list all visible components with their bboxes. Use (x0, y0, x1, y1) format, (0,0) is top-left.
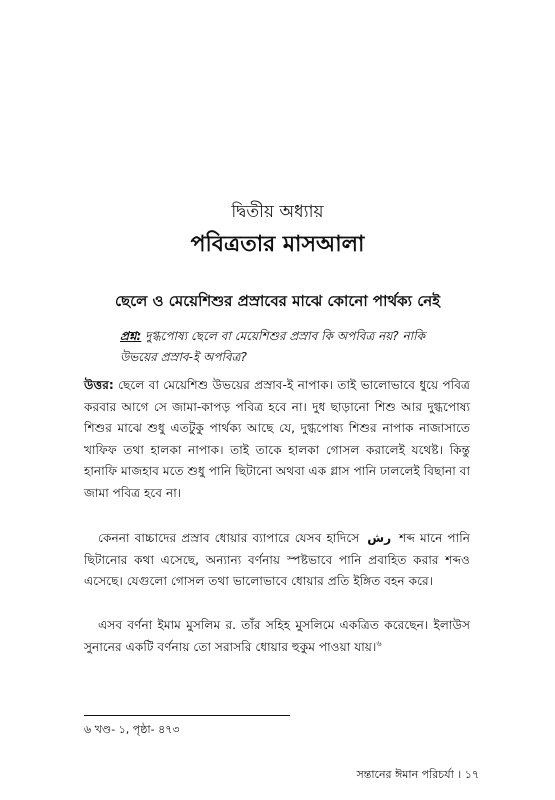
section-heading: ছেলে ও মেয়েশিশুর প্রস্রাবের মাঝে কোনো পার্থক্য নেই (114, 292, 441, 310)
answer-paragraph (84, 375, 470, 505)
answer-label: উত্তর: (84, 378, 114, 392)
footer-book-title: সন্তানের ঈমান পরিচর্যা (356, 768, 454, 781)
footnote-text: ৬ খণ্ড- ১, পৃষ্ঠা- ৪৭৩ (84, 723, 180, 736)
footer-separator: । (457, 768, 462, 781)
answer-text: ছেলে বা মেয়েশিশু উভয়ের প্রস্রাব-ই নাপাক। তাই ভালোভাবে ধুয়ে পবিত্র করবার আগে সে জামা-কাপড় পবিত্র হবে না। দুধ ছাড়ানো শিশু আর দুগ্ধপোষ্য শিশুর মাঝে শুধু এতটুকু পার্থক্য আছে যে, দুগ্ধপোষ্য শিশুর নাপাক নাজাসাতে খাফিফ তথা হালকা নাপাক। তাই তাকে হালকা গোসল করালেই যথেষ্ট। কিন্তু হানাফি মাজহাব মতে শুধু পানি ছিটানো অথবা এক গ্লাস পানি ঢাললেই বিছানা বা জামা পবিত্র হবে না। (84, 378, 471, 500)
paragraph-muslim (84, 615, 470, 658)
question-text: দুগ্ধপোষ্য ছেলে বা মেয়েশিশুর প্রস্রাব কি অপবিত্র নয়? নাকি উভয়ের প্রস্রাব-ই অপবিত্র? (120, 329, 425, 364)
page-number: ১৭ (464, 768, 479, 781)
running-footer (357, 767, 479, 783)
question-label: প্রশ্ন: (120, 329, 142, 343)
chapter-label: দ্বিতীয় অধ্যায় (231, 202, 324, 222)
footnote-reference: ৬ (376, 638, 382, 648)
paragraph2-before: কেননা বাচ্চাদের প্রস্রাব ধোয়ার ব্যাপারে যেসব হাদিসে (98, 531, 360, 545)
chapter-title: পবিত্রতার মাসআলা (190, 232, 365, 257)
paragraph-hadith (84, 528, 470, 593)
footnote-divider (84, 715, 290, 716)
paragraph3-text: এসব বর্ণনা ইমাম মুসলিম র. তাঁর সহিহ মুসলিমে একত্রিত করেছেন। ইলাউস সুনানের একটি বর্ণনায় তো সরাসরি ধোয়ার হুকুম পাওয়া যায়। (84, 618, 470, 654)
question-block (120, 326, 460, 368)
arabic-word: رش (367, 531, 392, 545)
paragraph2-after: শব্দ মানে পানি ছিটানোর কথা এসেছে, অন্যান্য বর্ণনায় স্পষ্টভাবে পানি প্রবাহিত করার শব্দও এসেছে। যেগুলো গোসল তথা ভালোভাবে ধোয়ার প্রতি ইঙ্গিত বহন করে। (84, 531, 470, 589)
